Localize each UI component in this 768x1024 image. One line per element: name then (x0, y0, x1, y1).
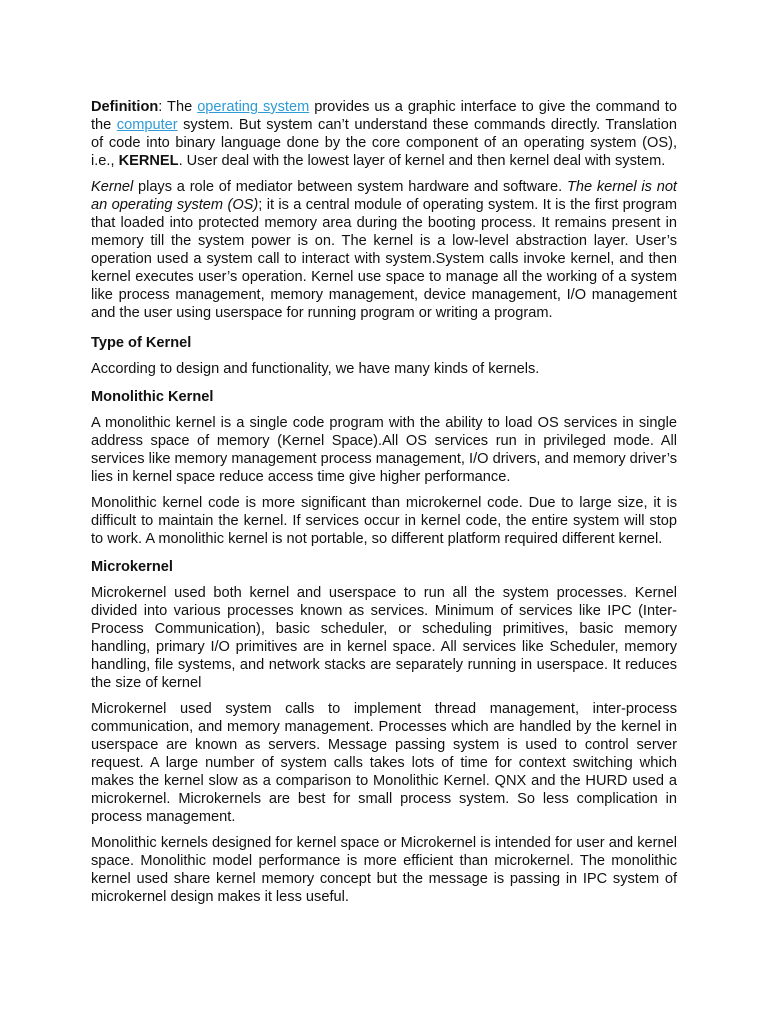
definition-text-1: : The (158, 99, 198, 115)
kernel-italic-phrase: The kernel is not an operating system (OS) (91, 179, 677, 213)
monolithic-paragraph-1: A monolithic kernel is a single code program with the ability to load OS services in single address space of memory (Kernel Space).All OS services run in privileged mode. All services like memory management process management, I/O drivers, and memory driver’s lies in kernel space reduce access time give higher performance. (91, 415, 677, 485)
monolithic-kernel-heading: Monolithic Kernel (91, 389, 214, 405)
type-intro-paragraph: According to design and functionality, we have many kinds of kernels. (91, 361, 540, 377)
definition-text-3: system. But system can’t understand these commands directly. Translation of code into binary language done by the core component of an operating system (OS), i.e., (91, 117, 678, 169)
kernel-text-2: ; it is a central module of operating system. It is the first program that loaded into protected memory area during the booting process. It remains present in memory till the system power is on. The kernel is a low-level abstraction layer. User’s operation used a system call to interact with system.System calls invoke kernel, and then kernel executes user’s operation. Kernel use space to manage all the working of a system like process management, memory management, device management, I/O management and the user using userspace for running program or writing a program. (91, 197, 677, 321)
type-of-kernel-heading: Type of Kernel (91, 335, 192, 351)
definition-text-2: provides us a graphic interface to give the command to the (91, 99, 677, 133)
monolithic-paragraph-2: Monolithic kernel code is more significant than microkernel code. Due to large size, it is difficult to maintain the kernel. If services occur in kernel code, the entire system will stop to work. A monolithic kernel is not portable, so different platform required different kernel. (91, 495, 677, 547)
definition-text-4: . User deal with the lowest layer of kernel and then kernel deal with system. (178, 153, 666, 169)
microkernel-paragraph-3: Monolithic kernels designed for kernel space or Microkernel is intended for user and kernel space. Monolithic model performance is more efficient than microkernel. The monolithic kernel used share kernel memory concept but the message is passing in IPC system of microkernel design makes it less useful. (91, 835, 677, 905)
kernel-italic: Kernel (91, 179, 134, 195)
microkernel-heading: Microkernel (91, 559, 173, 575)
operating-system-link[interactable]: operating system (197, 99, 310, 115)
kernel-paragraph (91, 178, 677, 322)
kernel-term: KERNEL (118, 153, 179, 169)
definition-label: Definition (91, 99, 159, 115)
definition-paragraph (91, 98, 677, 170)
microkernel-paragraph-2: Microkernel used system calls to implement thread management, inter-process communication, and memory management. Processes which are handled by the kernel in userspace are known as servers. Message passing system is used to control server request. A large number of system calls takes lots of time for context switching which makes the kernel slow as a comparison to Monolithic Kernel. QNX and the HURD used a microkernel. Microkernels are best for small process system. So less complication in process management. (91, 701, 677, 825)
kernel-text-1: plays a role of mediator between system hardware and software. (133, 179, 567, 195)
microkernel-paragraph-1: Microkernel used both kernel and userspace to run all the system processes. Kernel divided into various processes known as services. Minimum of services like IPC (Inter-Process Communication), basic scheduler, or scheduling primitives, basic memory handling, primary I/O primitives are in kernel space. All services like Scheduler, memory handling, file systems, and network stacks are separately running in userspace. It reduces the size of kernel (91, 585, 677, 691)
computer-link[interactable]: computer (116, 117, 178, 133)
